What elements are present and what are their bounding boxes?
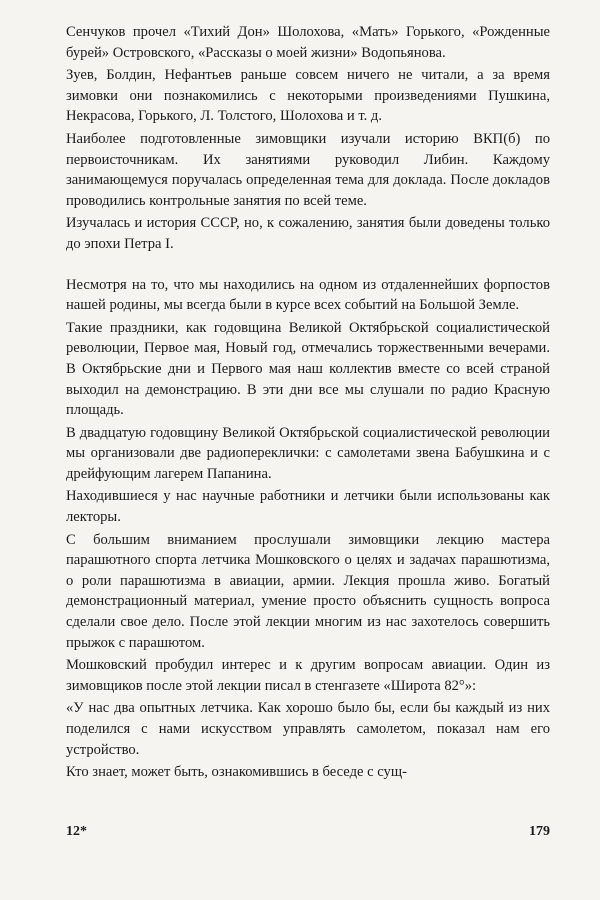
body-text [66,22,550,785]
paragraph-wall-newspaper: Мошковский пробудил интерес и к другим вопросам авиации. Один из зимовщиков после этой лекции писал в стенгазете «Широта 82°»: [66,657,550,694]
paragraph-parachute-lecture: С большим вниманием прослушали зимовщики лекцию мастера парашютного спорта летчика Мошковского о целях и задачах парашютизма, о роли парашютизма в авиации, армии. Лекция прошла живо. Богатый демонстрационный материал, умение просто объяснить сущность вопроса сделали свое дело. После этой лекции многим из нас захотелось совершить прыжок с парашютом. [66,531,550,651]
paragraph-continuation: Кто знает, может быть, ознакомившись в беседе с сущ- [66,764,407,781]
paragraph-holidays: Такие праздники, как годовщина Великой Октябрьской социалистической революции, Первое мая, Новый год, отмечались торжественными вечерами. В Октябрьские дни и Первого мая наш коллектив вместе со всей страной выходил на демонстрацию. В эти дни все мы слушали по радио Красную площадь. [66,319,550,419]
paragraph-party-history: Наиболее подготовленные зимовщики изучали историю ВКП(б) по первоисточникам. Их занятиями руководил Либин. Каждому занимающемуся поручалась определенная тема для доклада. После докладов проводились контрольные занятия по всей теме. [66,130,550,209]
paragraph-lecturers: Находившиеся у нас научные работники и летчики были использованы как лекторы. [66,488,550,526]
paragraph-ussr-history: Изучалась и история СССР, но, к сожалению, занятия были доведены только до эпохи Петра I. [66,215,550,252]
paragraph-new-readers: Зуев, Болдин, Нефантьев раньше совсем ничего не читали, а за время зимовки они познакомились с некоторыми произведениями Пушкина, Некрасова, Горького, Л. Толстого, Шолохова и т. д. [66,67,550,125]
paragraph-radio-calls: В двадцатую годовщину Великой Октябрьской социалистической революции мы организовали две радиопереклички: с самолетами звена Бабушкина и с дрейфующим лагерем Папанина. [66,424,550,482]
paragraph-outpost: Несмотря на то, что мы находились на одном из отдаленнейших форпостов нашей родины, мы всегда были в курсе всех событий на Большой Земле. [66,276,550,314]
signature-mark: 12* [66,824,87,839]
paragraph-quote: «У нас два опытных летчика. Как хорошо было бы, если бы каждый из них поделился с нами искусством управлять самолетом, показал нам его устройство. [66,700,550,758]
page-number: 179 [529,824,550,839]
paragraph-reading-list: Сенчуков прочел «Тихий Дон» Шолохова, «Мать» Горького, «Рожденные бурей» Островского, «Рассказы о моей жизни» Водопьянова. [66,24,550,61]
